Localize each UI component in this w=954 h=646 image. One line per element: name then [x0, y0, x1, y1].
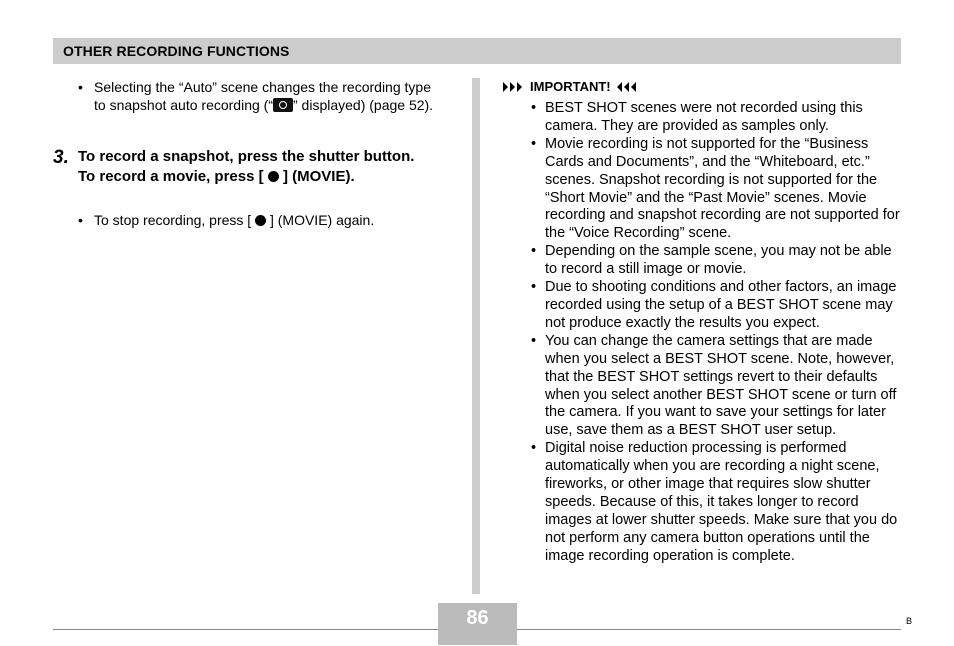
important-list [502, 100, 902, 566]
list-item [78, 211, 438, 229]
bullet-dot: • [78, 79, 83, 95]
record-dot-icon [268, 171, 279, 182]
section-title: OTHER RECORDING FUNCTIONS [63, 43, 290, 59]
column-divider [472, 78, 480, 594]
camera-icon [273, 98, 293, 112]
important-right-arrows-icon [502, 81, 524, 93]
list-item [531, 279, 902, 333]
important-item-text: You can change the camera settings that are made when you select a BEST SHOT scene. Note, however, that the BEST SHOT settings revert to their defaults when you select another BEST SHOT scene or turn off the camera. If you want to save your settings for later use, save them as a BEST SHOT user setup. [545, 332, 897, 439]
important-label: IMPORTANT! [530, 79, 611, 94]
stop-recording-note [78, 211, 438, 229]
list-item [531, 100, 902, 136]
bullet-dot: • [78, 212, 83, 228]
step-line-movie-part2: ] (MOVIE). [278, 168, 355, 185]
list-item [531, 243, 902, 279]
page-number-box [438, 603, 517, 645]
bullet-dot: • [531, 279, 537, 296]
record-dot-icon [255, 215, 266, 226]
corner-mark: B [906, 616, 913, 626]
step-number: 3. [53, 147, 69, 168]
page-number: 86 [466, 607, 489, 629]
bullet-dot: • [531, 440, 537, 457]
bullet-dot: • [531, 332, 537, 349]
bullet-text-part1: Selecting the “Auto” scene changes the recording type to snapshot auto recording (“ [94, 79, 431, 113]
bullet-text-part2: ” displayed) (page 52). [293, 97, 434, 113]
step-line-movie-part1: To record a movie, press [ [78, 168, 268, 185]
important-heading [502, 78, 902, 96]
important-item-text: Depending on the sample scene, you may not be able to record a still image or movie. [545, 243, 892, 278]
left-column [78, 78, 438, 114]
bullet-dot: • [531, 100, 537, 116]
step-line-snapshot: To record a snapshot, press the shutter button. [78, 148, 415, 165]
important-left-arrows-icon [616, 81, 638, 93]
step-line-movie [78, 167, 423, 187]
stop-text-part2: ] (MOVIE) again. [266, 212, 375, 228]
list-item [531, 136, 902, 243]
bullet-dot: • [531, 135, 537, 152]
stop-text-part1: To stop recording, press [ [94, 212, 256, 228]
important-section [502, 78, 902, 566]
important-item-text: BEST SHOT scenes were not recorded using this camera. They are provided as samples only. [545, 100, 863, 134]
section-header-bar [53, 38, 901, 64]
list-item [531, 440, 902, 565]
bullet-dot: • [531, 243, 537, 260]
important-item-text: Due to shooting conditions and other factors, an image recorded using the setup of a BEST SHOT scene may not produce exactly the results you expect. [545, 279, 897, 331]
step-instructions [78, 147, 423, 187]
important-item-text: Digital noise reduction processing is performed automatically when you are recording a night scene, fireworks, or other image that requires slow shutter speeds. Because of this, it takes longer to record images at lower shutter speeds. Make sure that you do not perform any camera button operations until the image recording operation is complete. [545, 440, 898, 564]
important-item-text: Movie recording is not supported for the “Business Cards and Documents”, and the “Whiteboard, etc.” scenes. Snapshot recording is not supported for the “Short Movie” and the “Past Movie” scenes. Movie recording and snapshot recording are not supported for the “Voice Recording” scene. [545, 135, 900, 242]
list-item [531, 333, 902, 440]
list-item [78, 78, 438, 114]
